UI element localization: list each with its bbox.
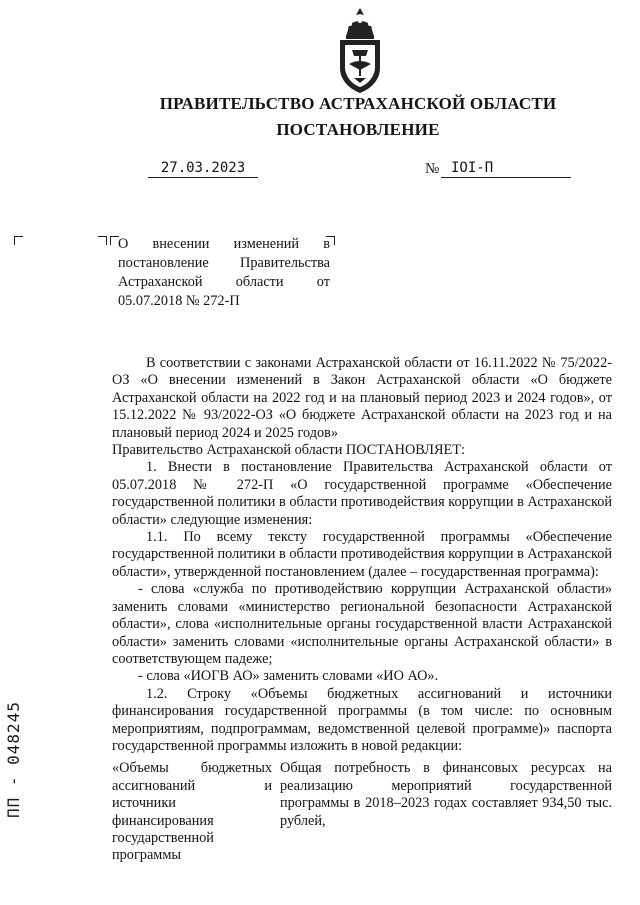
paragraph-decree: Правительство Астраханской области ПОСТАНОВЛЯЕТ: [112,442,465,459]
document-date: 27.03.2023 [148,160,258,178]
document-subject: О внесении изменений в постановление Правительства Астраханской области от 05.07.2018 № 272-П [118,236,330,309]
number-sign: № [425,161,440,177]
paragraph-item-1-2: 1.2. Строку «Объемы бюджетных ассигнований и источники финансирования государственной программы (в том числе: по основным мероприятиям, подпрограммам, ведомственной целевой программе)» паспорта государственной программы изложить в новой редакции: [112,685,612,754]
paragraph-item-1-1: 1.1. По всему тексту государственной программы «Обеспечение государственной политики в области противодействия коррупции в Астраханской области», утвержденной постановлением (далее – государственная программа): [112,529,612,580]
paragraph-dash-1: - слова «служба по противодействию коррупции Астраханской области» заменить словами «министерство региональной безопасности Астраханской области», слова «исполнительные органы государственной власти Астраханской области» заменить словами «исполнительные органы Астраханской области» в соответствующем падеже; [112,581,612,667]
corner-mark [98,236,107,245]
paragraph-preamble: В соответствии с законами Астраханской области от 16.11.2022 № 75/2022-ОЗ «О внесении изменений в Закон Астраханской области «О бюджете Астраханской области на 2022 год и на плановый период 2023 и 2024 годов», от 15.12.2022 № 93/2022-ОЗ «О бюджете Астраханской области на 2023 год и на плановый период 2024 и 2025 годов» [112,355,612,441]
coat-of-arms-icon [330,6,390,94]
document-number: IOI-П [441,160,571,178]
paragraph-dash-2: - слова «ИОГВ АО» заменить словами «ИО АО». [138,668,439,685]
serial-number: ПП - 048245 [4,701,23,818]
doc-type-title: ПОСТАНОВЛЕНИЕ [276,120,440,139]
passport-table-row [112,760,612,864]
corner-mark [14,236,23,245]
table-cell-label: «Объемы бюджетных ассигнований и источники финансирования государственной программы [112,760,272,864]
org-title: ПРАВИТЕЛЬСТВО АСТРАХАНСКОЙ ОБЛАСТИ [159,94,557,113]
table-cell-value: Общая потребность в финансовых ресурсах на реализацию мероприятий государственной программы в 2018–2023 годах составляет 934,50 тыс. рублей, [280,760,612,829]
paragraph-item-1: 1. Внести в постановление Правительства Астраханской области от 05.07.2018 № 272-П «О государственной программе «Обеспечение государственной политики в области противодействия коррупции в Астраханской области» следующие изменения: [112,459,612,528]
document-body [112,355,612,865]
